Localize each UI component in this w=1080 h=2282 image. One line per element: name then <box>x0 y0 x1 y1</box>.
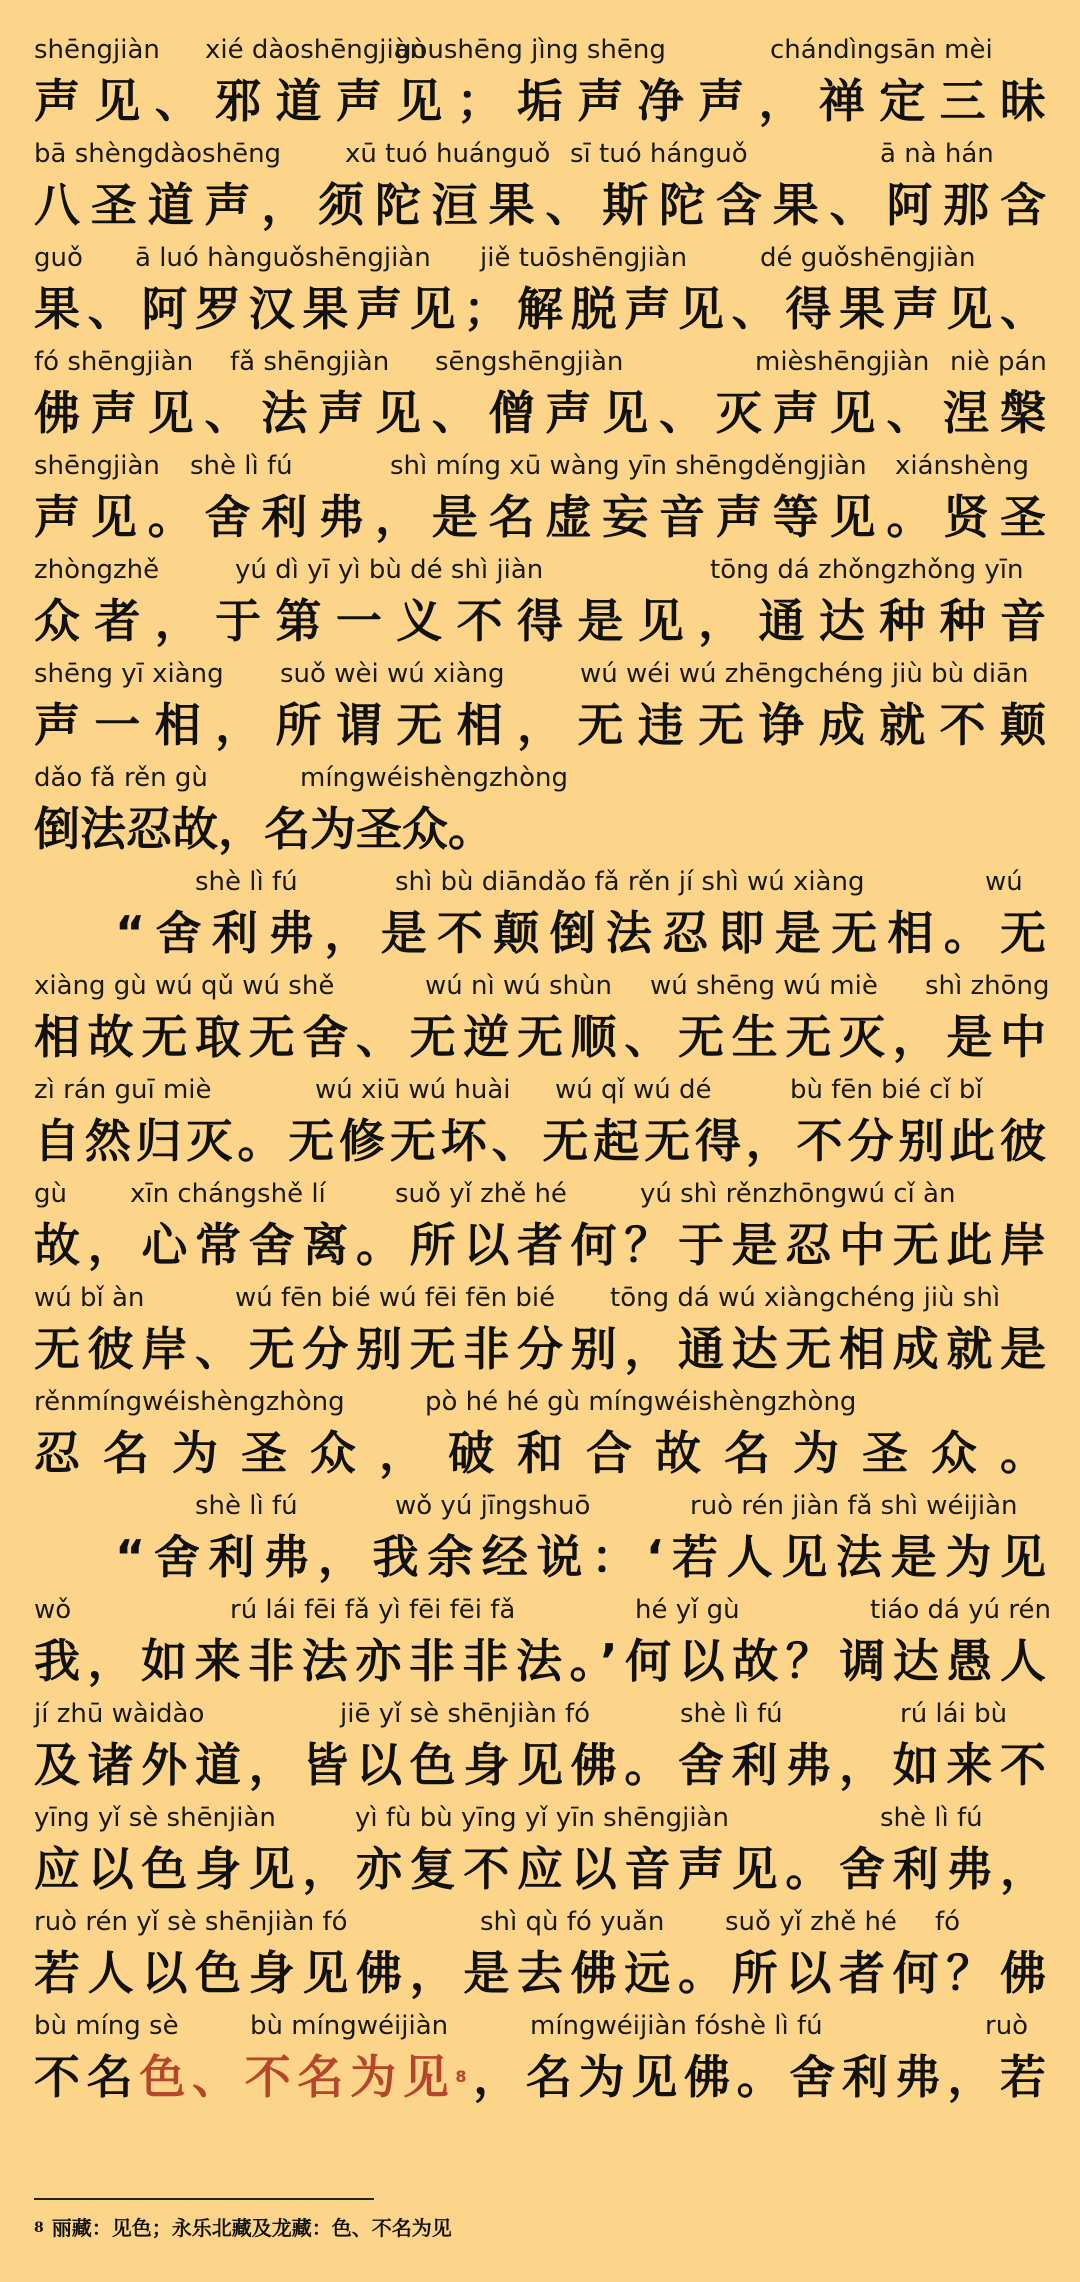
pinyin-segment: shì qù fó yuǎn <box>480 1907 665 1937</box>
pinyin-segment: shè lì fú <box>720 2011 823 2041</box>
hanzi-text <box>34 384 1057 442</box>
pinyin-segment: shè lì fú <box>190 451 293 481</box>
hanzi-row <box>0 1112 1080 1170</box>
pinyin-row <box>0 866 1080 898</box>
pinyin-row <box>0 1802 1080 1834</box>
footnote-ref[interactable]: 8 <box>455 2067 474 2086</box>
hanzi-row <box>0 488 1080 546</box>
hanzi-text <box>34 1736 1054 1794</box>
pinyin-segment: shè lì fú <box>680 1699 783 1729</box>
hanzi-text <box>34 592 1060 650</box>
pinyin-segment: shēngjiàn <box>34 451 160 481</box>
pinyin-segment: suǒ yǐ zhě hé <box>725 1907 897 1937</box>
pinyin-segment: xū tuó huánguǒ <box>345 139 551 169</box>
hanzi-segment: 八圣道声，须陀洹果、斯陀含果、阿那含 <box>34 178 1057 232</box>
hanzi-text <box>34 800 494 858</box>
hanzi-row <box>0 1320 1080 1378</box>
footnote-mark: 8 <box>34 2220 44 2236</box>
hanzi-text <box>34 1840 1054 1898</box>
pinyin-segment: shè lì fú <box>195 1491 298 1521</box>
pinyin-segment: bù míng sè <box>34 2011 179 2041</box>
pinyin-segment: yīng yǐ sè shēnjiàn <box>34 1803 276 1833</box>
pinyin-segment: ā nà hán <box>880 139 994 169</box>
hanzi-row <box>0 696 1080 754</box>
pinyin-segment: yì fù bù yīng yǐ yīn shēngjiàn <box>355 1803 729 1833</box>
pinyin-segment: jí zhū wàidào <box>34 1699 205 1729</box>
hanzi-row <box>0 1736 1080 1794</box>
pinyin-segment: rú lái fēi fǎ yì fēi fēi fǎ <box>230 1595 516 1625</box>
pinyin-segment: fó shēngjiàn <box>34 347 194 377</box>
pinyin-row <box>0 1386 1080 1418</box>
pinyin-row <box>0 1178 1080 1210</box>
pinyin-segment: tōng dá zhǒngzhǒng yīn <box>710 555 1024 585</box>
footnote <box>34 2214 452 2242</box>
hanzi-text <box>34 696 1060 754</box>
pinyin-segment: xiàng gù wú qǔ wú shě <box>34 971 335 1001</box>
footnote-text: 丽藏：见色；永乐北藏及龙藏：色、不名为见 <box>51 2216 452 2240</box>
pinyin-segment: gù <box>34 1179 67 1209</box>
hanzi-segment: 应以色身见，亦复不应以音声见。舍利弗， <box>34 1842 1054 1896</box>
hanzi-row <box>0 904 1080 962</box>
hanzi-text <box>34 176 1057 234</box>
hanzi-text <box>115 904 1056 962</box>
pinyin-segment: ruò rén jiàn fǎ shì wéijiàn <box>690 1491 1018 1521</box>
hanzi-row <box>0 2048 1080 2106</box>
hanzi-segment: 倒法忍故，名为圣众。 <box>34 802 494 856</box>
hanzi-segment: “舍利弗，是不颠倒法忍即是无相。无 <box>115 906 1057 960</box>
hanzi-segment: 相故无取无舍、无逆无顺、无生无灭，是中 <box>34 1010 1054 1064</box>
hanzi-text <box>115 1528 1055 1586</box>
pinyin-segment: wú fēn bié wú fēi fēn bié <box>235 1283 556 1313</box>
pinyin-row <box>0 1490 1080 1522</box>
pinyin-row <box>0 762 1080 794</box>
pinyin-segment: ā luó hànguǒshēngjiàn <box>135 243 431 273</box>
pinyin-segment: yú dì yī yì bù dé shì jiàn <box>235 555 544 585</box>
pinyin-row <box>0 1906 1080 1938</box>
pinyin-segment: jiě tuōshēngjiàn <box>480 243 688 273</box>
hanzi-row <box>0 280 1080 338</box>
pinyin-segment: bù míngwéijiàn <box>250 2011 449 2041</box>
hanzi-text <box>34 72 1060 130</box>
pinyin-segment: sēngshēngjiàn <box>435 347 624 377</box>
pinyin-segment: chándìngsān mèi <box>770 35 993 65</box>
hanzi-segment: 故，心常舍离。所以者何？于是忍中无此岸 <box>34 1218 1054 1272</box>
hanzi-segment: 佛声见、法声见、僧声见、灭声见、涅槃 <box>34 386 1057 440</box>
hanzi-segment: “舍利弗，我余经说：‘若人见法是为见 <box>115 1530 1055 1584</box>
hanzi-text <box>34 488 1057 546</box>
pinyin-segment: míngwéishèngzhòng <box>300 763 569 793</box>
hanzi-text <box>34 1632 1054 1690</box>
pinyin-row <box>0 138 1080 170</box>
hanzi-row <box>0 1008 1080 1066</box>
pinyin-row <box>0 450 1080 482</box>
hanzi-segment: 众者，于第一义不得是见，通达种种音 <box>34 594 1061 648</box>
hanzi-text <box>34 1944 1054 2002</box>
hanzi-text <box>34 2048 1053 2106</box>
pinyin-row <box>0 346 1080 378</box>
pinyin-row <box>0 2010 1080 2042</box>
pinyin-segment: hé yǐ gù <box>635 1595 740 1625</box>
pinyin-segment: zhòngzhě <box>34 555 160 585</box>
pinyin-segment: bā shèngdàoshēng <box>34 139 282 169</box>
hanzi-segment: 自然归灭。无修无坏、无起无得，不分别此彼 <box>34 1114 1051 1168</box>
pinyin-segment: zì rán guī miè <box>34 1075 212 1105</box>
pinyin-segment: gòushēng jìng shēng <box>395 35 666 65</box>
pinyin-segment: wú <box>985 867 1023 897</box>
pinyin-segment: bù fēn bié cǐ bǐ <box>790 1075 983 1105</box>
pinyin-segment: niè pán <box>950 347 1047 377</box>
pinyin-segment: mièshēngjiàn <box>755 347 930 377</box>
pinyin-segment: dǎo fǎ rěn gù <box>34 763 208 793</box>
hanzi-row <box>0 176 1080 234</box>
hanzi-row <box>0 1528 1080 1586</box>
hanzi-segment: 声见、邪道声见；垢声净声，禅定三昧 <box>34 74 1061 128</box>
pinyin-segment: shì bù diāndǎo fǎ rěn jí shì wú xiàng <box>395 867 865 897</box>
pinyin-segment: jiē yǐ sè shēnjiàn fó <box>340 1699 591 1729</box>
hanzi-segment: 不名 <box>34 2050 140 2104</box>
pinyin-segment: tiáo dá yú rén <box>870 1595 1051 1625</box>
pinyin-row <box>0 1074 1080 1106</box>
hanzi-row <box>0 72 1080 130</box>
hanzi-text <box>34 1112 1051 1170</box>
pinyin-segment: xīn chángshě lí <box>130 1179 326 1209</box>
pinyin-segment: rěnmíngwéishèngzhòng <box>34 1387 345 1417</box>
hanzi-row <box>0 592 1080 650</box>
hanzi-row <box>0 1840 1080 1898</box>
pinyin-segment: shì míng xū wàng yīn shēngděngjiàn <box>390 451 867 481</box>
pinyin-segment: wú shēng wú miè <box>650 971 878 1001</box>
hanzi-text <box>34 1008 1054 1066</box>
hanzi-segment: 果、阿罗汉果声见；解脱声见、得果声见、 <box>34 282 1054 336</box>
hanzi-text <box>34 1320 1054 1378</box>
hanzi-row <box>0 1944 1080 2002</box>
hanzi-text <box>34 1424 1069 1482</box>
pinyin-segment: wǒ yú jīngshuō <box>395 1491 591 1521</box>
pinyin-segment: tōng dá wú xiàngchéng jiù shì <box>610 1283 1001 1313</box>
pinyin-row <box>0 554 1080 586</box>
pinyin-segment: dé guǒshēngjiàn <box>760 243 976 273</box>
pinyin-segment: suǒ yǐ zhě hé <box>395 1179 567 1209</box>
pinyin-segment: fó <box>935 1907 961 1937</box>
pinyin-segment: fǎ shēngjiàn <box>230 347 390 377</box>
pinyin-segment: yú shì rěnzhōngwú cǐ àn <box>640 1179 956 1209</box>
pinyin-row <box>0 1282 1080 1314</box>
pinyin-segment: rú lái bù <box>900 1699 1008 1729</box>
pinyin-segment: wú nì wú shùn <box>425 971 612 1001</box>
pinyin-segment: xié dàoshēngjiàn <box>205 35 427 65</box>
pinyin-segment: ruò rén yǐ sè shēnjiàn fó <box>34 1907 348 1937</box>
pinyin-segment: guǒ <box>34 243 83 273</box>
pinyin-segment: wú bǐ àn <box>34 1283 145 1313</box>
pinyin-segment: shè lì fú <box>195 867 298 897</box>
hanzi-segment: 声一相，所谓无相，无违无诤成就不颠 <box>34 698 1061 752</box>
hanzi-segment: 及诸外道，皆以色身见佛。舍利弗，如来不 <box>34 1738 1054 1792</box>
pinyin-segment: xiánshèng <box>895 451 1030 481</box>
pinyin-segment: ruò <box>985 2011 1029 2041</box>
hanzi-row <box>0 800 1080 858</box>
hanzi-row <box>0 1424 1080 1482</box>
pinyin-segment: wú wéi wú zhēngchéng jiù bù diān <box>580 659 1029 689</box>
pinyin-row <box>0 242 1080 274</box>
pinyin-segment: shēngjiàn <box>34 35 160 65</box>
hanzi-row <box>0 1216 1080 1274</box>
hanzi-segment: 声见。舍利弗，是名虚妄音声等见。贤圣 <box>34 490 1057 544</box>
hanzi-text <box>34 1216 1054 1274</box>
pinyin-segment: shè lì fú <box>880 1803 983 1833</box>
hanzi-segment: 忍名为圣众，破和合故名为圣众。 <box>34 1426 1069 1480</box>
hanzi-segment: 无彼岸、无分别无非分别，通达无相成就是 <box>34 1322 1054 1376</box>
pinyin-segment: míngwéijiàn fó <box>530 2011 721 2041</box>
pinyin-row <box>0 970 1080 1002</box>
pinyin-segment: wú xiū wú huài <box>315 1075 511 1105</box>
pinyin-row <box>0 1698 1080 1730</box>
hanzi-text <box>34 280 1054 338</box>
pinyin-segment: pò hé hé gù míngwéishèngzhòng <box>425 1387 857 1417</box>
pinyin-segment: shēng yī xiàng <box>34 659 224 689</box>
hanzi-row <box>0 384 1080 442</box>
pinyin-row <box>0 658 1080 690</box>
hanzi-segment: ，名为见佛。舍利弗，若 <box>473 2050 1053 2104</box>
pinyin-row <box>0 1594 1080 1626</box>
hanzi-segment: 我，如来非法亦非非法。’何以故？调达愚人 <box>34 1634 1054 1688</box>
variant-reading-text: 色、不名为见 <box>139 2050 456 2104</box>
pinyin-segment: sī tuó hánguǒ <box>570 139 748 169</box>
pinyin-segment: wǒ <box>34 1595 72 1625</box>
pinyin-segment: wú qǐ wú dé <box>555 1075 712 1105</box>
pinyin-row <box>0 34 1080 66</box>
pinyin-segment: shì zhōng <box>925 971 1050 1001</box>
hanzi-row <box>0 1632 1080 1690</box>
hanzi-segment: 若人以色身见佛，是去佛远。所以者何？佛 <box>34 1946 1054 2000</box>
pinyin-segment: suǒ wèi wú xiàng <box>280 659 505 689</box>
footnote-divider <box>34 2198 374 2200</box>
